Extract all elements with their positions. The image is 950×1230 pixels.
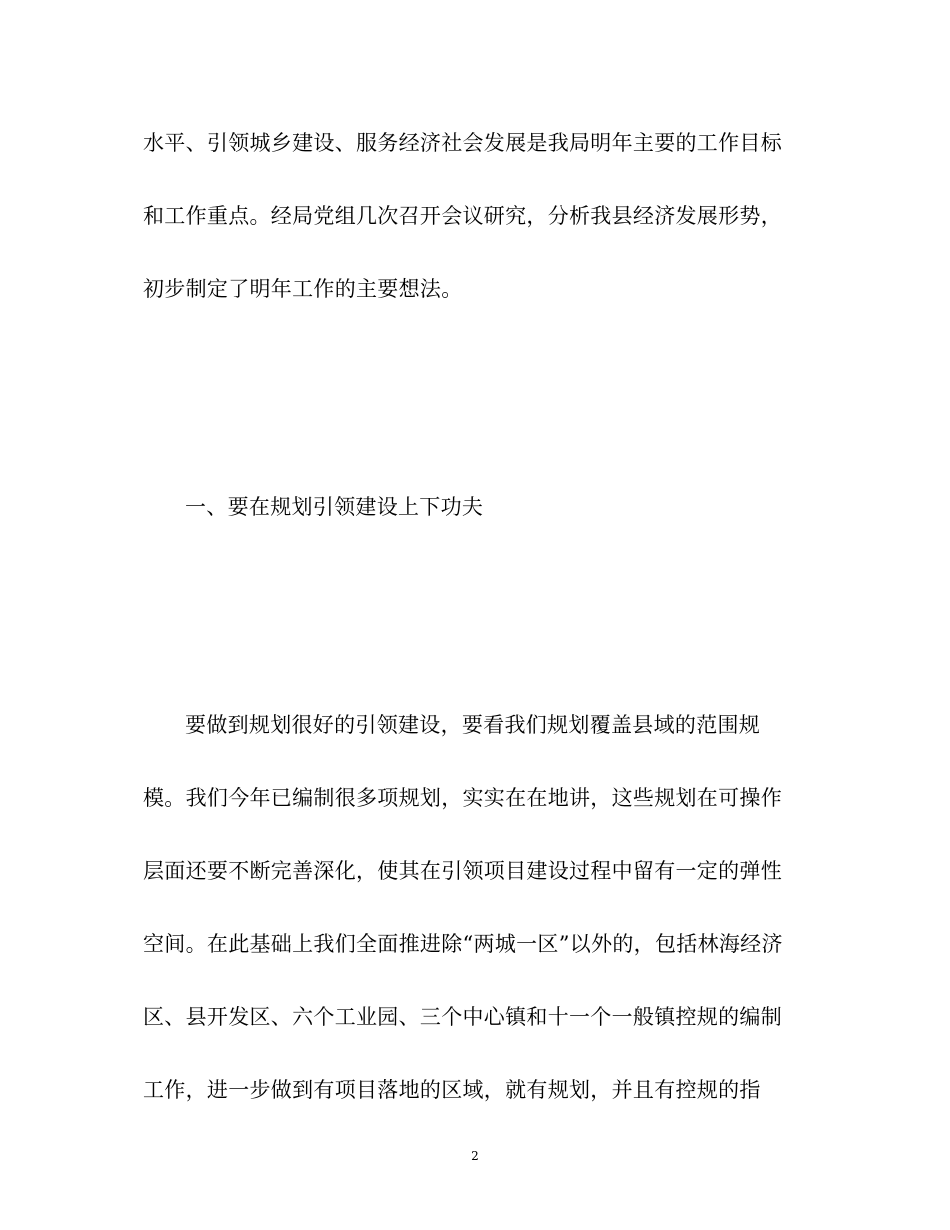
- paragraph-line: 层面还要不断完善深化，使其在引领项目建设过程中留有一定的弹性: [143, 859, 782, 883]
- paragraph-line: 水平、引领城乡建设、服务经济社会发展是我局明年主要的工作目标: [143, 131, 782, 155]
- page-number: 2: [471, 1149, 479, 1163]
- paragraph-line: 模。我们今年已编制很多项规划，实实在在地讲，这些规划在可操作: [143, 786, 782, 810]
- section-heading: 一、要在规划引领建设上下功夫: [185, 495, 484, 519]
- paragraph-line: 空间。在此基础上我们全面推进除“两城一区”以外的，包括林海经济: [143, 932, 783, 956]
- paragraph-line: 要做到规划很好的引领建设，要看我们规划覆盖县域的范围规: [185, 713, 761, 737]
- paragraph-line: 工作，进一步做到有项目落地的区域，就有规划，并且有控规的指: [143, 1078, 761, 1102]
- paragraph-line: 初步制定了明年工作的主要想法。: [143, 277, 463, 301]
- paragraph-line: 区、县开发区、六个工业园、三个中心镇和十一个一般镇控规的编制: [143, 1005, 782, 1029]
- paragraph-line: 和工作重点。经局党组几次召开会议研究，分析我县经济发展形势，: [143, 204, 782, 228]
